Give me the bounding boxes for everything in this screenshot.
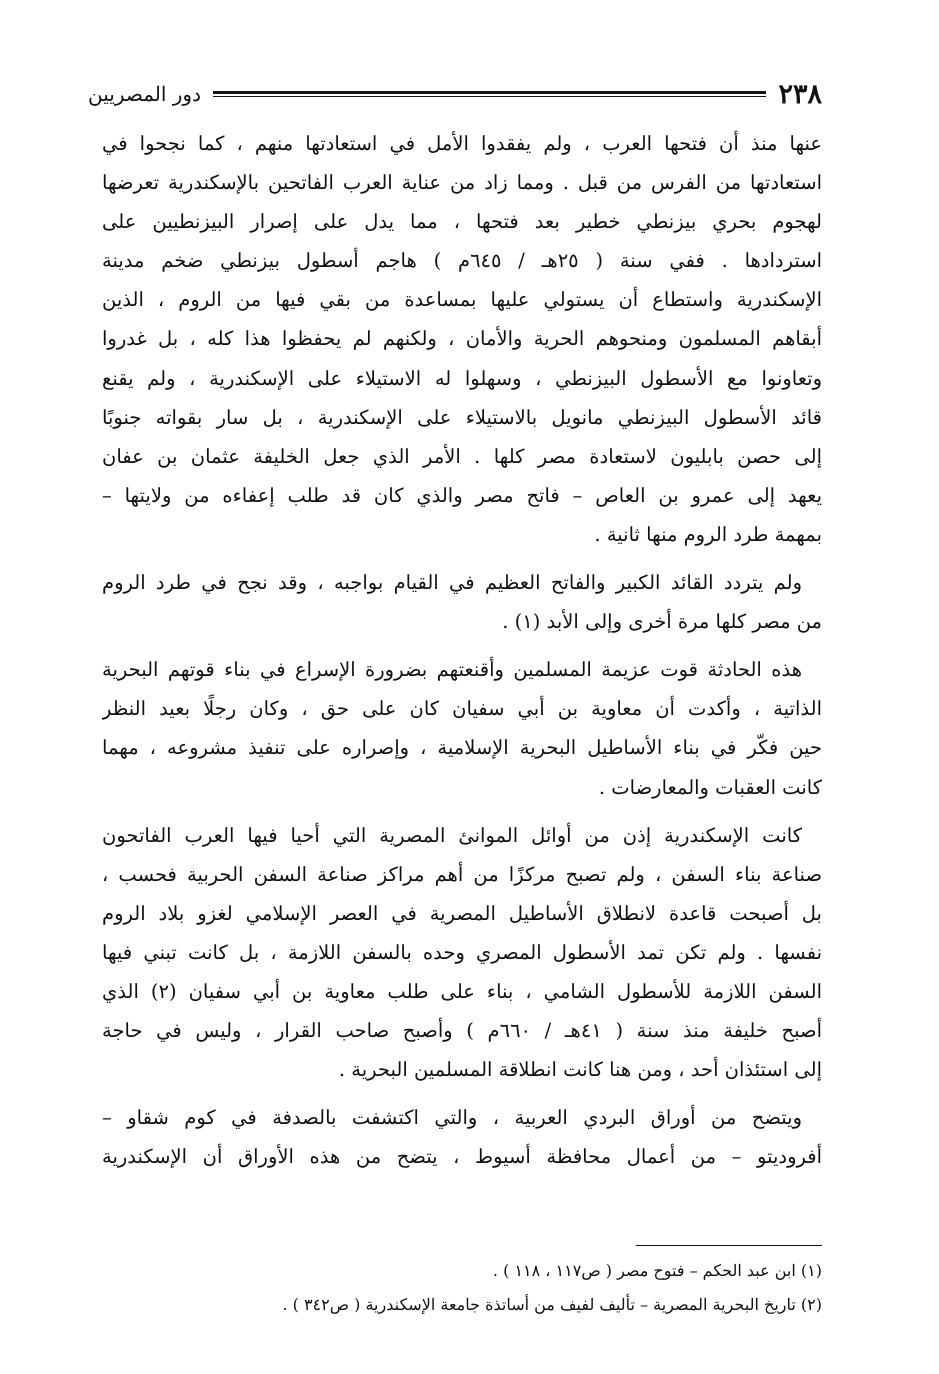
main-text [102,124,822,1176]
text-line: الإسكندرية واستطاع أن يستولي عليها بمساعدة من بقي فيها من الروم ، الذين [102,288,822,312]
text-line: وتعاونوا مع الأسطول البيزنطي ، وسهلوا له الاستيلاء على الإسكندرية ، ولم يقنع [102,366,822,390]
paragraph-4 [102,816,822,1090]
footnote-2: (٢) تاريخ البحرية المصرية – تأليف لفيف من أساتذة جامعة الإسكندرية ( ص٣٤٢ ) . [282,1295,822,1314]
text-line: إلى حصن بابليون لاستعادة مصر كلها . الأمر الذي جعل الخليفة عثمان بن عفان [102,444,822,468]
header-rule [213,91,766,97]
text-line: ويتضح من أوراق البردي العربية ، والتي اكتشفت بالصدفة في كوم شقاو – [102,1106,802,1130]
text-line: إلى استئذان أحد ، ومن هنا كانت انطلاقة المسلمين البحرية . [338,1058,822,1082]
text-line: يعهد إلى عمرو بن العاص – فاتح مصر والذي كان قد طلب إعفاءه من ولايتها – [102,483,822,507]
paragraph-1 [102,124,822,554]
text-line: حين فكّر في بناء الأساطيل البحرية الإسلامية ، وإصراره على تنفيذ مشروعه ، مهما [102,736,822,760]
text-line: السفن اللازمة للأسطول الشامي ، بناء على طلب معاوية بن أبي سفيان (٢) الذي [102,979,822,1003]
paragraph-2 [102,563,822,641]
text-line: أبقاهم المسلمون ومنحوهم الحرية والأمان ، ولكنهم لم يحفظوا هذا كله ، بل غدروا [102,327,822,351]
text-line: صناعة بناء السفن ، ولم تصبح مركزًا من أهم مراكز صناعة السفن الحربية فحسب ، [102,862,822,886]
text-line: بل أصبحت قاعدة لانطلاق الأساطيل المصرية في العصر الإسلامي لغزو بلاد الروم [102,901,822,925]
text-line: قائد الأسطول البيزنطي مانويل بالاستيلاء على الإسكندرية ، بل سار بقواته جنوبًا [102,405,822,429]
page-header [88,74,822,114]
text-line: كانت الإسكندرية إذن من أوائل الموانئ المصرية التي أحيا فيها العرب الفاتحون [102,823,802,847]
text-line: أصبح خليفة منذ سنة ( ٤١هـ / ٦٦٠م ) وأصبح صاحب القرار ، وليس في حاجة [102,1019,822,1043]
footnote-1: (١) ابن عبد الحكم – فتوح مصر ( ص١١٧ ، ١١٨ ) . [492,1261,822,1280]
running-title: دور المصريين [88,82,201,106]
text-line: لهجوم بحري بيزنطي خطير بعد فتحها ، مما يدل على إصرار البيزنطيين على [102,210,822,234]
text-line: بمهمة طرد الروم منها ثانية . [594,522,822,546]
text-line: ولم يتردد القائد الكبير والفاتح العظيم في القيام بواجبه ، وقد نجح في طرد الروم [102,571,802,595]
text-line: من مصر كلها مرة أخرى وإلى الأبد (١) . [502,610,822,634]
text-line: أفروديتو – من أعمال محافظة أسيوط ، يتضح من هذه الأوراق أن الإسكندرية [102,1145,822,1169]
paragraph-3 [102,650,822,806]
text-line: استردادها . ففي سنة ( ٢٥هـ / ٦٤٥م ) هاجم أسطول بيزنطي ضخم مدينة [102,249,822,273]
footnote-divider [636,1245,822,1246]
text-line: عنها منذ أن فتحها العرب ، ولم يفقدوا الأمل في استعادتها منهم ، كما نجحوا في [102,132,822,155]
paragraph-5 [102,1098,822,1176]
text-line: كانت العقبات والمعارضات . [598,775,822,799]
text-line: هذه الحادثة قوت عزيمة المسلمين وأقنعتهم بضرورة الإسراع في بناء قوتهم البحرية [102,658,802,682]
text-line: نفسها . ولم تكن تمد الأسطول المصري وحده بالسفن اللازمة ، بل كانت تبني فيها [102,940,822,964]
page-number: ٢٣٨ [778,78,822,110]
text-line: استعادتها من الفرس من قبل . ومما زاد من عناية العرب الفاتحين بالإسكندرية تعرضها [102,171,822,195]
footnotes [102,1254,822,1322]
text-line: الذاتية ، وأكدت أن معاوية بن أبي سفيان كان على حق ، وكان رجلًا بعيد النظر [102,697,822,721]
